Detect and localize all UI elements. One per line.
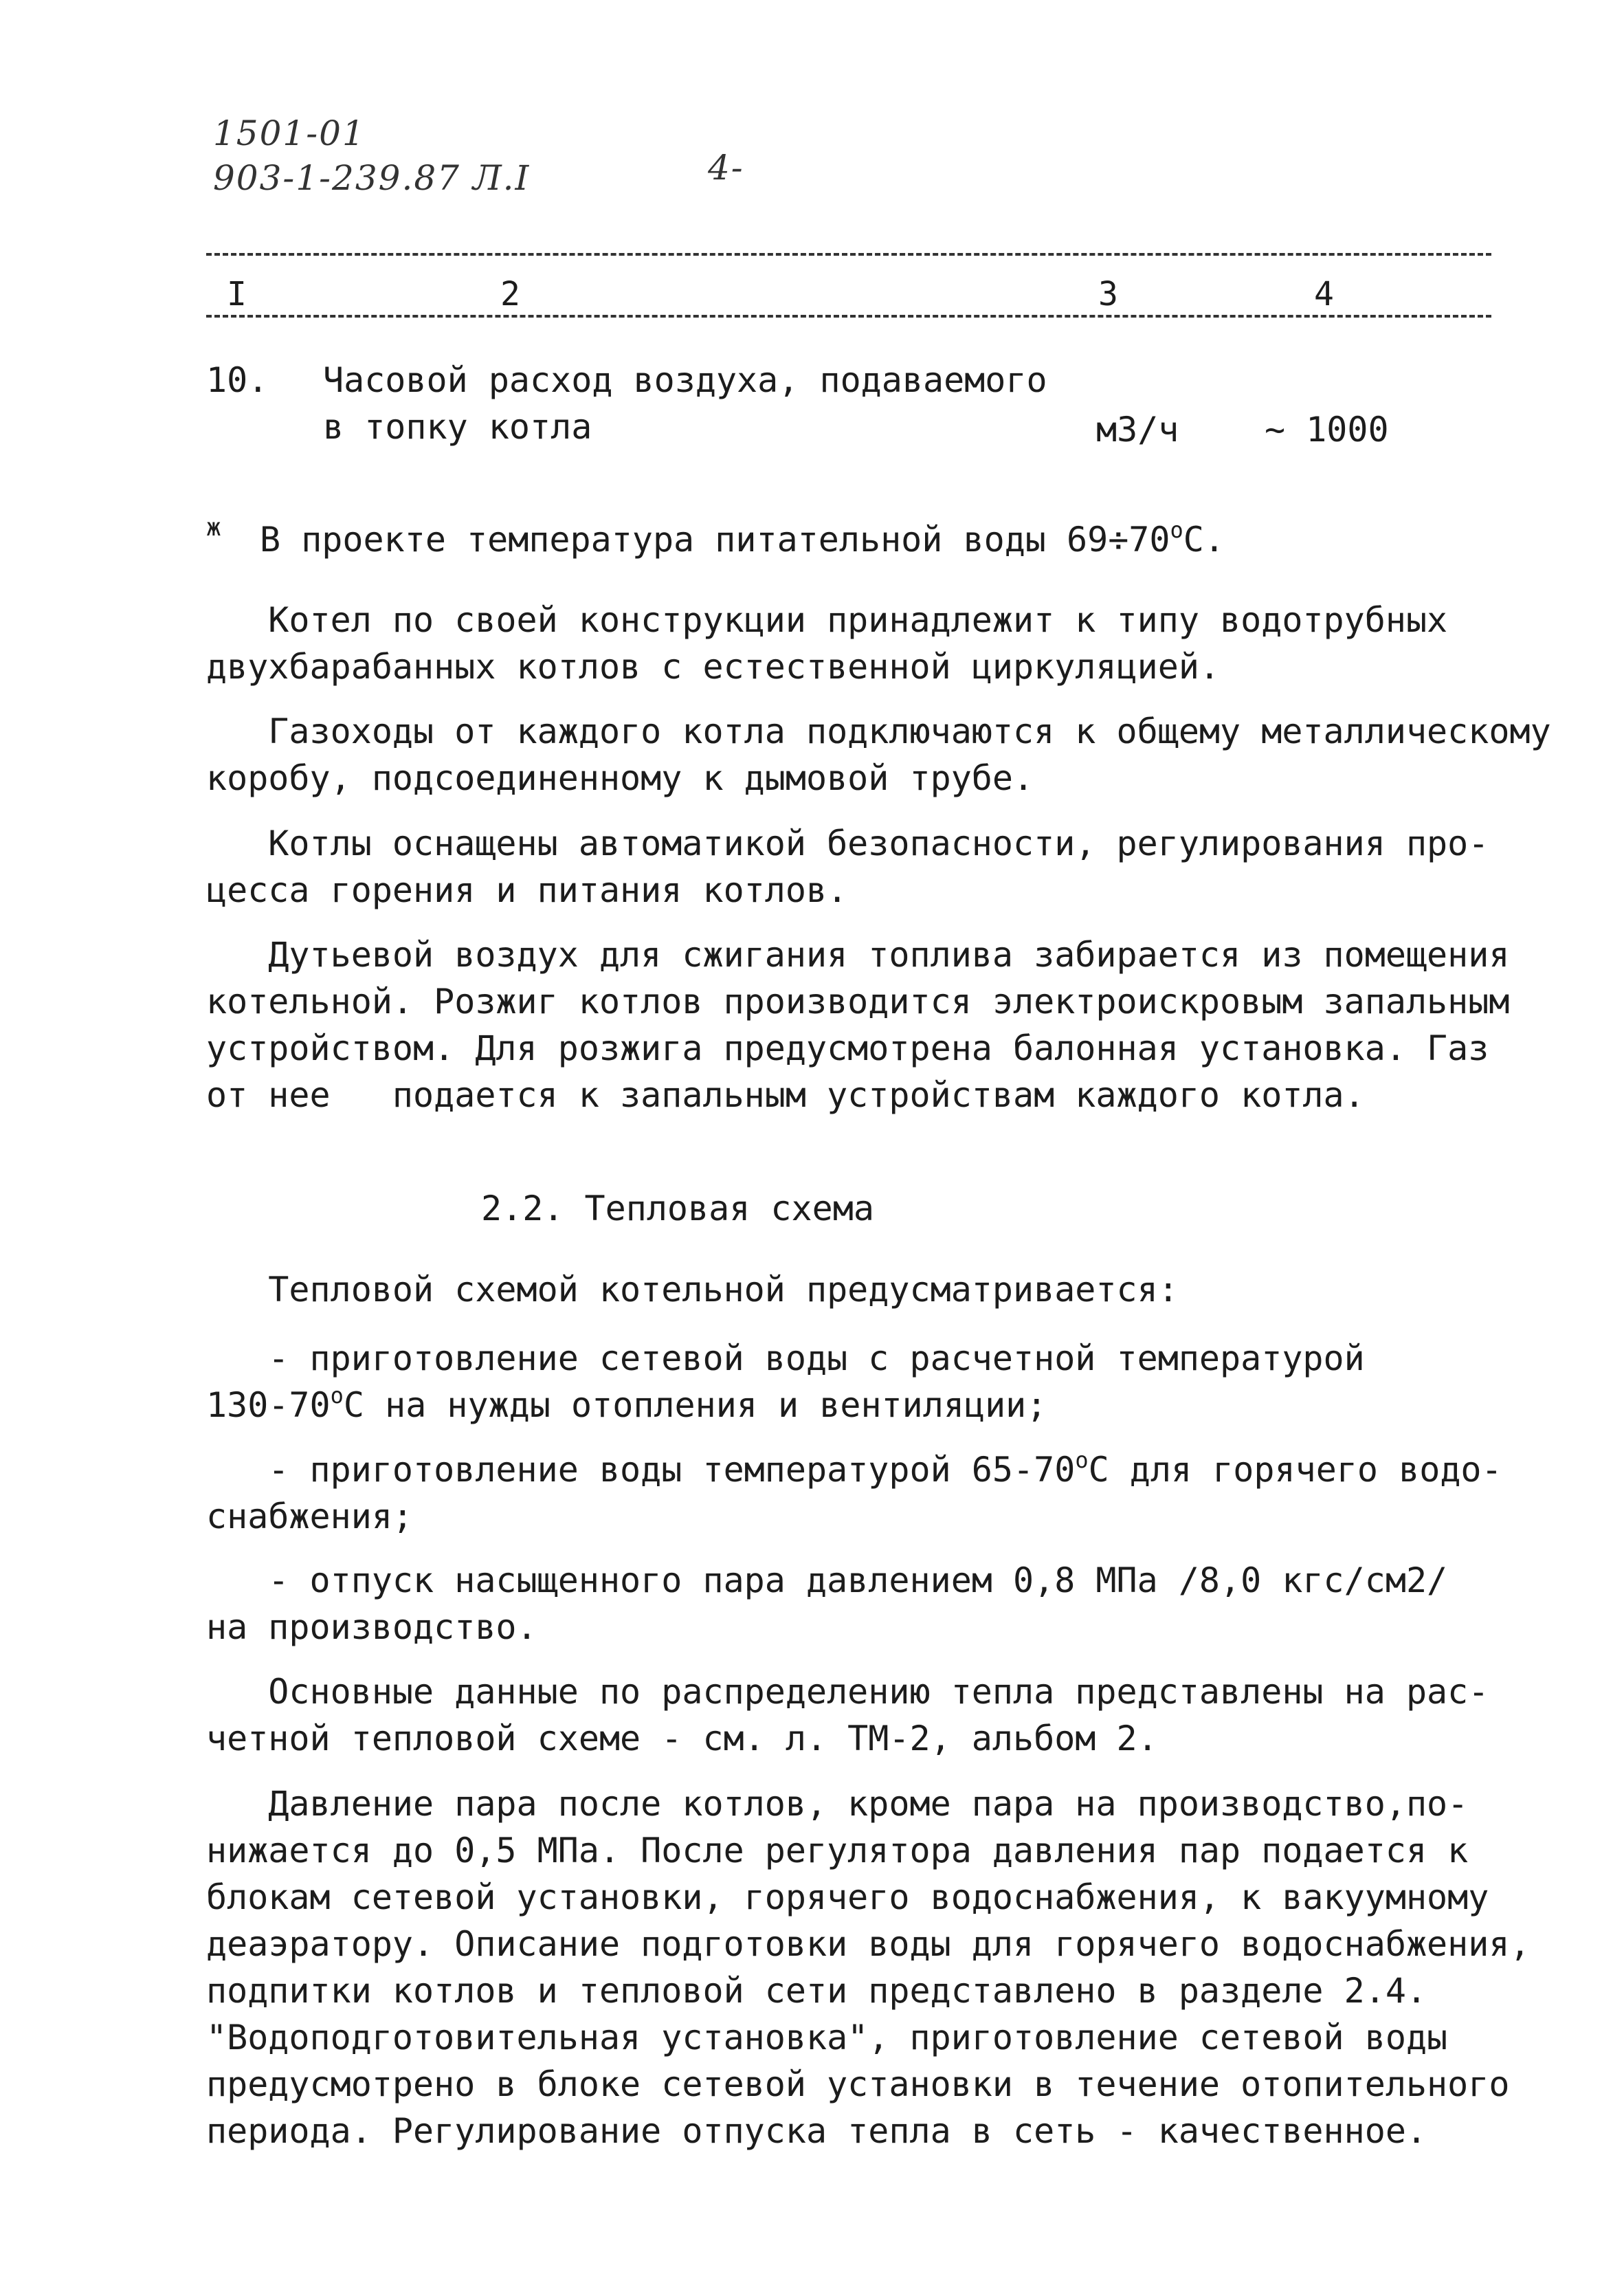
text-line: Основные данные по распределению тепла представлены на рас- bbox=[206, 1672, 1489, 1712]
text-line: двухбарабанных котлов с естественной циркуляцией. bbox=[206, 647, 1221, 687]
text-line: деаэратору. Описание подготовки воды для горячего водоснабжения, bbox=[206, 1924, 1531, 1964]
text-line: Дутьевой воздух для сжигания топлива забирается из помещения bbox=[206, 935, 1510, 975]
text-line: Котел по своей конструкции принадлежит к типу водотрубных bbox=[206, 600, 1448, 640]
text-line: Котлы оснащены автоматикой безопасности, регулирования про- bbox=[206, 824, 1489, 863]
text-line: котельной. Розжиг котлов производится электроискровым запальным bbox=[206, 982, 1510, 1022]
degree-sup: о bbox=[1075, 1447, 1089, 1473]
text-line: нижается до 0,5 МПа. После регулятора давления пар подается к bbox=[206, 1831, 1469, 1870]
text-head: - приготовление воды температурой 65-70 bbox=[206, 1450, 1076, 1490]
paragraph-air-ignition bbox=[206, 931, 1512, 1118]
table-top-rule bbox=[206, 253, 1491, 256]
section-title: 2.2. Тепловая схема bbox=[481, 1189, 874, 1228]
list-item-steam bbox=[206, 1557, 1512, 1651]
text-line: устройством. Для розжига предусмотрена балонная установка. Газ bbox=[206, 1028, 1489, 1068]
table-header-rule bbox=[206, 315, 1491, 318]
text-line: блокам сетевой установки, горячего водоснабжения, к вакуумному bbox=[206, 1877, 1489, 1917]
column-number-4: 4 bbox=[1314, 275, 1334, 313]
text-tail: С для горячего водо- bbox=[1088, 1450, 1502, 1490]
text-line: коробу, подсоединенному к дымовой трубе. bbox=[206, 758, 1034, 798]
text-line: "Водоподготовительная установка", приготовление сетевой воды bbox=[206, 2018, 1448, 2057]
paragraph-boiler-type bbox=[206, 597, 1512, 690]
text-line: снабжения; bbox=[206, 1497, 414, 1536]
text-line: цесса горения и питания котлов. bbox=[206, 870, 848, 910]
text-line: предусмотрено в блоке сетевой установки в течение отопительного bbox=[206, 2064, 1510, 2104]
footnote-tail: С. bbox=[1183, 520, 1225, 560]
paragraph-heat-distribution bbox=[206, 1668, 1512, 1762]
footnote-body: В проекте температура питательной воды 69÷70 bbox=[260, 520, 1170, 560]
text-line: Газоходы от каждого котла подключаются к общему металлическому bbox=[206, 711, 1551, 751]
text-line: - отпуск насыщенного пара давлением 0,8 МПа /8,0 кгс/см2/ bbox=[206, 1560, 1448, 1600]
text-tail: С на нужды отопления и вентиляции; bbox=[343, 1385, 1047, 1425]
text-line: четной тепловой схеме - см. л. ТМ-2, альбом 2. bbox=[206, 1719, 1158, 1758]
text-line: периода. Регулирование отпуска тепла в сеть - качественное. bbox=[206, 2111, 1427, 2151]
degree-sup: о bbox=[1170, 517, 1183, 543]
section-intro: Тепловой схемой котельной предусматривается: bbox=[206, 1270, 1179, 1310]
row-number: 10. bbox=[206, 360, 269, 400]
column-number-2: 2 bbox=[500, 275, 520, 313]
footnote-text bbox=[260, 517, 1225, 562]
column-number-1: I bbox=[227, 275, 247, 313]
paragraph-steam-pressure bbox=[206, 1780, 1531, 2154]
column-number-3: 3 bbox=[1098, 275, 1118, 313]
doc-code-2: 903-1-239.87 Л.I bbox=[213, 158, 531, 198]
page-mark: 4- bbox=[708, 148, 744, 188]
text-line: от нее подается к запальным устройствам каждого котла. bbox=[206, 1075, 1365, 1115]
row-unit: м3/ч bbox=[1096, 410, 1179, 450]
row-value: ~ 1000 bbox=[1265, 410, 1389, 450]
row-text-line-1: Часовой расход воздуха, подаваемого bbox=[323, 360, 1047, 400]
doc-code-1: 1501-01 bbox=[213, 113, 366, 153]
degree-sup: о bbox=[330, 1382, 344, 1409]
paragraph-automation bbox=[206, 820, 1512, 914]
text-line: подпитки котлов и тепловой сети представлено в разделе 2.4. bbox=[206, 1971, 1427, 2011]
paragraph-gas-ducts bbox=[206, 708, 1551, 802]
list-item-network-water bbox=[206, 1335, 1512, 1428]
text-line: - приготовление сетевой воды с расчетной температурой bbox=[206, 1338, 1365, 1378]
text-line bbox=[206, 1382, 1512, 1428]
footnote-mark: ж bbox=[206, 514, 221, 542]
temp-range: 130-70 bbox=[206, 1385, 331, 1425]
text-line: Давление пара после котлов, кроме пара на производство,по- bbox=[206, 1784, 1469, 1824]
row-text-line-2: в топку котла bbox=[323, 407, 592, 447]
text-line bbox=[206, 1446, 1512, 1493]
list-item-hot-water bbox=[206, 1446, 1512, 1540]
text-line: на производство. bbox=[206, 1607, 537, 1647]
